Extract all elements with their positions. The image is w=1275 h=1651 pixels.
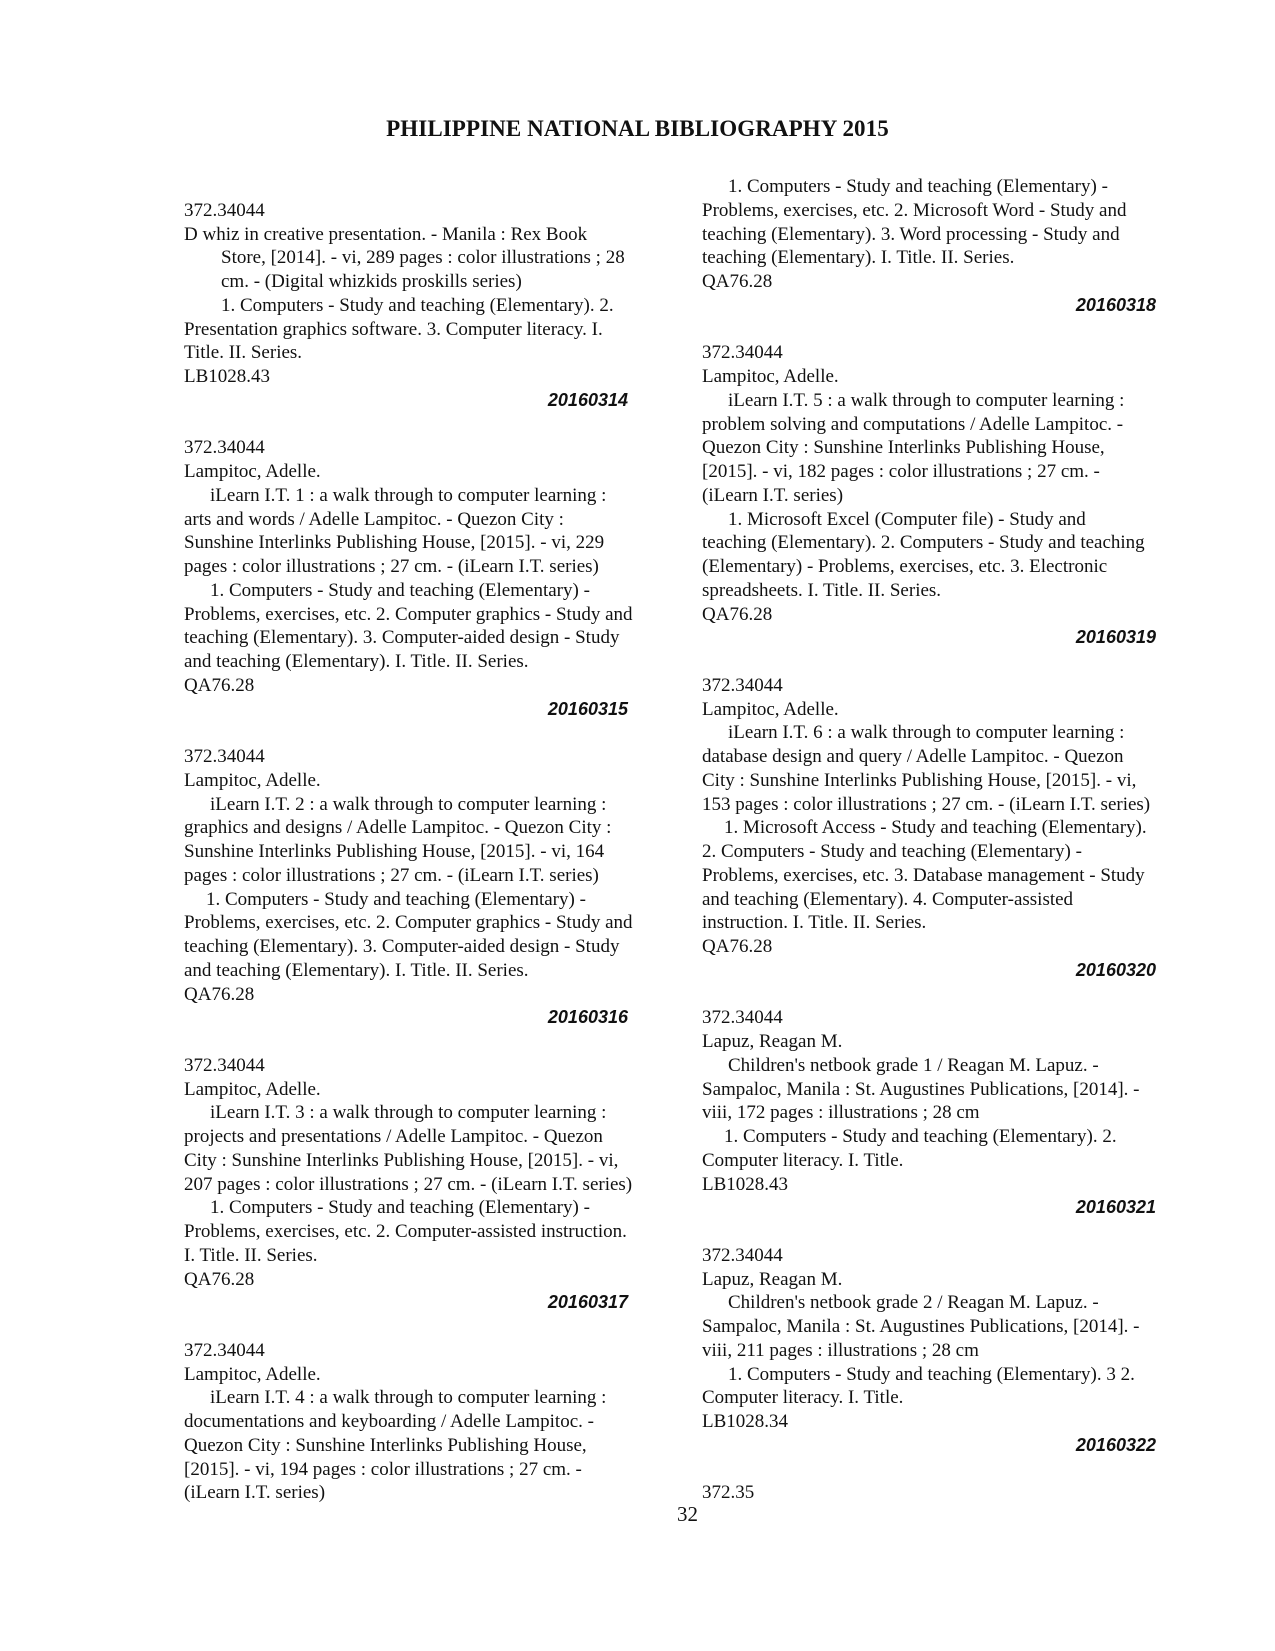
entry-line: (Elementary) - Problems, exercises, etc. 3. Electronic [702, 556, 1108, 577]
entry-line: Sunshine Interlinks Publishing House, [2015]. - vi, 229 [184, 532, 605, 554]
entry-line: Lapuz, Reagan M. [702, 1031, 843, 1052]
bibliographic-entry [702, 1458, 1192, 1506]
entry-line: Children's netbook grade 1 / Reagan M. Lapuz. - [728, 1054, 1099, 1076]
class-number: 372.34044 [702, 1244, 783, 1266]
column-top-spacer [184, 175, 664, 199]
control-number: 20160318 [1075, 294, 1156, 315]
entry-line: spreadsheets. I. Title. II. Series. [702, 579, 942, 601]
entry-spacer [702, 1220, 1192, 1244]
left-column [184, 175, 664, 1505]
page-number: 32 [677, 1502, 698, 1526]
entry-line: teaching (Elementary). 3. Word processing - Study and [702, 223, 1120, 245]
entry-line: pages : color illustrations ; 27 cm. - (iLearn I.T. series) [184, 556, 599, 577]
entry-line: Sampaloc, Manila : St. Augustines Publications, [2014]. - [702, 1316, 1140, 1337]
bibliographic-entry [184, 1315, 664, 1505]
entry-line: 1. Computers - Study and teaching (Elementary). 2. [221, 294, 614, 316]
entry-line: Sampaloc, Manila : St. Augustines Publications, [2014]. - [702, 1078, 1140, 1100]
entry-line: 1. Microsoft Excel (Computer file) - Study and [728, 508, 1086, 530]
entry-line: teaching (Elementary). 3. Computer-aided design - Study [184, 936, 620, 957]
entry-line: 1. Microsoft Access - Study and teaching (Elementary). [724, 817, 1147, 839]
entry-line: and teaching (Elementary). I. Title. II. Series. [184, 651, 529, 672]
bibliographic-entry [184, 413, 664, 722]
entry-line: Lapuz, Reagan M. [702, 1268, 843, 1290]
entry-spacer [184, 1315, 664, 1339]
call-number: LB1028.43 [702, 1173, 789, 1195]
bibliographic-entry [702, 983, 1192, 1221]
bibliographic-entry [184, 199, 664, 413]
entry-line: 1. Computers - Study and teaching (Elementary) - [206, 888, 586, 910]
entry-line: (iLearn I.T. series) [184, 1482, 326, 1504]
entry-line: teaching (Elementary). I. Title. II. Series. [702, 247, 1015, 269]
class-number: 372.34044 [184, 1054, 265, 1076]
entry-line: Lampitoc, Adelle. [184, 1363, 321, 1385]
entry-line: I. Title. II. Series. [184, 1244, 318, 1266]
entry-line: Problems, exercises, etc. 2. Computer graphics - Study and [184, 912, 633, 934]
bibliographic-entry [184, 1030, 664, 1315]
entry-line: graphics and designs / Adelle Lampitoc. - Quezon City : [184, 817, 612, 839]
entry-line: Lampitoc, Adelle. [184, 769, 321, 791]
entry-line: 1. Computers - Study and teaching (Elementary) - [210, 579, 590, 601]
entry-line: City : Sunshine Interlinks Publishing House, [2015]. - vi, [702, 769, 1137, 791]
right-column [702, 175, 1192, 1505]
entry-line: and teaching (Elementary). 4. Computer-assisted [702, 888, 1074, 910]
control-number: 20160321 [1075, 1197, 1156, 1218]
entry-line: 207 pages : color illustrations ; 27 cm. - (iLearn I.T. series) [184, 1173, 633, 1195]
entry-spacer [702, 650, 1192, 674]
entry-line: documentations and keyboarding / Adelle Lampitoc. - [184, 1411, 594, 1432]
entry-line: Problems, exercises, etc. 2. Computer-assisted instruction. [184, 1221, 627, 1242]
entry-spacer [184, 721, 664, 745]
call-number: LB1028.34 [702, 1411, 789, 1432]
entry-line: arts and words / Adelle Lampitoc. - Quezon City : [184, 508, 564, 530]
entry-line: iLearn I.T. 3 : a walk through to computer learning : [210, 1102, 607, 1124]
call-number: QA76.28 [702, 271, 773, 292]
entry-line: Problems, exercises, etc. 3. Database management - Study [702, 864, 1145, 886]
entry-line: [2015]. - vi, 194 pages : color illustrations ; 27 cm. - [184, 1458, 582, 1480]
entry-spacer [702, 983, 1192, 1007]
entry-line: Children's netbook grade 2 / Reagan M. Lapuz. - [728, 1292, 1099, 1314]
control-number: 20160316 [547, 1007, 628, 1028]
entry-line: pages : color illustrations ; 27 cm. - (iLearn I.T. series) [184, 864, 599, 886]
entry-line: 1. Computers - Study and teaching (Elementary) - [210, 1197, 590, 1219]
entry-line: iLearn I.T. 1 : a walk through to computer learning : [210, 484, 607, 506]
entry-spacer [184, 1030, 664, 1054]
entry-line: iLearn I.T. 4 : a walk through to computer learning : [210, 1387, 607, 1409]
control-number: 20160315 [547, 698, 628, 719]
entry-line: [2015]. - vi, 182 pages : color illustrations ; 27 cm. - [702, 461, 1100, 482]
bibliographic-entry [702, 175, 1192, 318]
entry-line: Lampitoc, Adelle. [702, 366, 839, 387]
entry-line: 1. Computers - Study and teaching (Elementary). 2. [724, 1126, 1117, 1147]
entry-line: Presentation graphics software. 3. Computer literacy. I. [184, 318, 603, 340]
entry-line: Computer literacy. I. Title. [702, 1149, 904, 1171]
entry-line: and teaching (Elementary). I. Title. II. Series. [184, 959, 529, 981]
entry-line: Quezon City : Sunshine Interlinks Publishing House, [184, 1434, 587, 1456]
class-number: 372.35 [702, 1482, 755, 1504]
entry-line: Lampitoc, Adelle. [184, 461, 321, 482]
control-number: 20160314 [547, 389, 628, 410]
bibliographic-entry [702, 1220, 1192, 1458]
class-number: 372.34044 [702, 1007, 783, 1029]
bibliographic-entry [702, 650, 1192, 983]
bibliographic-entry [702, 318, 1192, 651]
control-number: 20160319 [1075, 627, 1156, 648]
entry-line: Problems, exercises, etc. 2. Microsoft Word - Study and [702, 199, 1127, 221]
entry-line: Store, [2014]. - vi, 289 pages : color illustrations ; 28 [221, 247, 625, 269]
entry-line: Lampitoc, Adelle. [702, 698, 839, 720]
entry-line: iLearn I.T. 6 : a walk through to computer learning : [728, 722, 1125, 744]
bibliographic-entry [184, 721, 664, 1030]
entry-line: D whiz in creative presentation. - Manila : Rex Book [184, 223, 588, 245]
control-number: 20160322 [1075, 1434, 1156, 1455]
class-number: 372.34044 [184, 199, 265, 221]
control-number: 20160317 [547, 1292, 628, 1313]
class-number: 372.34044 [702, 342, 783, 364]
entry-line: Sunshine Interlinks Publishing House, [2015]. - vi, 164 [184, 841, 605, 862]
entry-spacer [184, 413, 664, 437]
call-number: QA76.28 [702, 936, 773, 957]
entry-line: 1. Computers - Study and teaching (Elementary). 3 2. [728, 1363, 1135, 1385]
entry-line: Title. II. Series. [184, 342, 303, 364]
entry-line: (iLearn I.T. series) [702, 484, 844, 506]
entry-line: 2. Computers - Study and teaching (Elementary) - [702, 841, 1082, 862]
entry-line: viii, 172 pages : illustrations ; 28 cm [702, 1102, 980, 1124]
entry-line: Lampitoc, Adelle. [184, 1078, 321, 1100]
class-number: 372.34044 [184, 437, 265, 459]
page-title: PHILIPPINE NATIONAL BIBLIOGRAPHY 2015 [386, 116, 889, 141]
entry-line: teaching (Elementary). 3. Computer-aided design - Study [184, 627, 620, 649]
call-number: QA76.28 [184, 674, 255, 696]
entry-line: 1. Computers - Study and teaching (Elementary) - [728, 176, 1108, 197]
entry-line: iLearn I.T. 5 : a walk through to computer learning : [728, 389, 1125, 411]
entry-line: projects and presentations / Adelle Lampitoc. - Quezon [184, 1126, 603, 1147]
entry-line: problem solving and computations / Adelle Lampitoc. - [702, 413, 1124, 435]
class-number: 372.34044 [184, 1339, 265, 1361]
entry-spacer [702, 1458, 1192, 1482]
call-number: LB1028.43 [184, 366, 271, 387]
entry-line: Computer literacy. I. Title. [702, 1387, 904, 1409]
entry-line: iLearn I.T. 2 : a walk through to computer learning : [210, 793, 607, 815]
class-number: 372.34044 [702, 674, 783, 696]
entry-line: database design and query / Adelle Lampitoc. - Quezon [702, 746, 1124, 767]
entry-line: Problems, exercises, etc. 2. Computer graphics - Study and [184, 603, 633, 625]
entry-line: 153 pages : color illustrations ; 27 cm. - (iLearn I.T. series) [702, 793, 1151, 815]
entry-line: instruction. I. Title. II. Series. [702, 912, 927, 934]
call-number: QA76.28 [184, 1268, 255, 1290]
class-number: 372.34044 [184, 746, 265, 767]
entry-line: City : Sunshine Interlinks Publishing House, [2015]. - vi, [184, 1149, 619, 1171]
entry-line: teaching (Elementary). 2. Computers - Study and teaching [702, 532, 1145, 554]
control-number: 20160320 [1075, 959, 1156, 980]
call-number: QA76.28 [702, 603, 773, 625]
entry-line: Quezon City : Sunshine Interlinks Publishing House, [702, 437, 1105, 459]
entry-line: cm. - (Digital whizkids proskills series) [221, 271, 522, 292]
entry-spacer [702, 318, 1192, 342]
call-number: QA76.28 [184, 983, 255, 1005]
entry-line: viii, 211 pages : illustrations ; 28 cm [702, 1339, 979, 1361]
